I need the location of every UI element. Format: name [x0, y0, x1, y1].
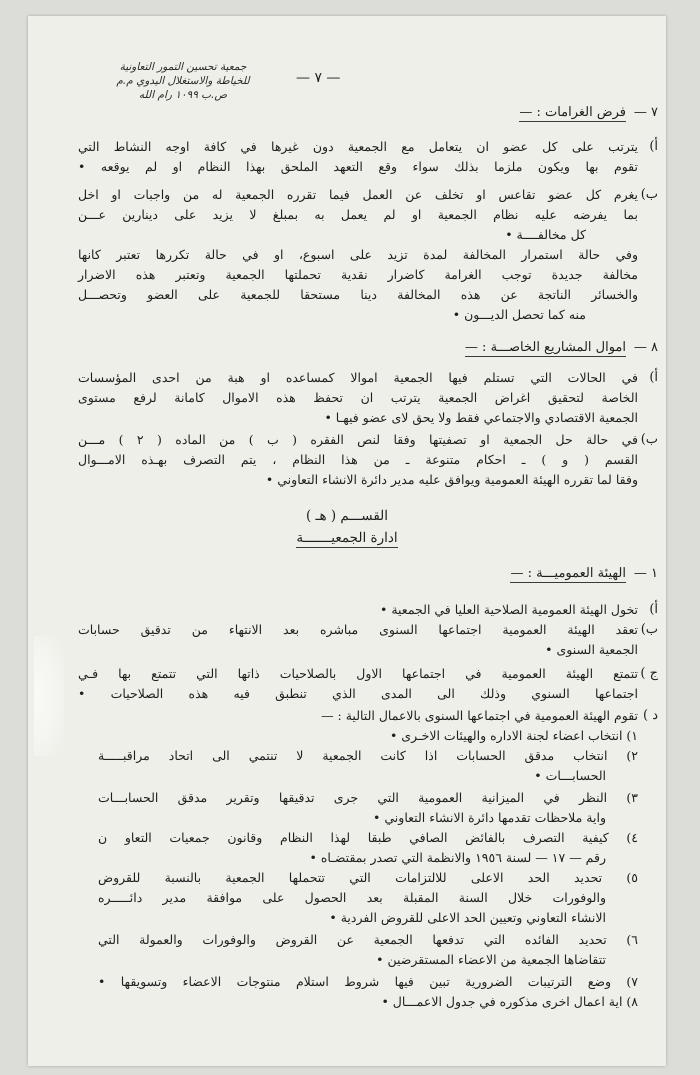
text-line: مخالفة جديدة توجب الغرامة كاضرار نقدية تحملتها الجمعية وتعتبر هذه الاضرار — [78, 267, 638, 282]
list-item: واية ملاحظات تقدمها دائرة الانشاء التعاوني • — [373, 810, 606, 825]
clause-marker: أ) — [649, 602, 658, 617]
stamp-line: للخياطة والاستغلال اليدوي م.م — [116, 75, 250, 87]
list-item: ٦) تحديد الفائده التي تدفعها الجمعية عن القروض والوفورات والعمولة التي — [98, 932, 638, 947]
section-number: ٨ — — [633, 340, 658, 355]
list-item: ٧) وضع الترتيبات الضرورية تبين فيها شروط استلام منتوجات الاعضاء وتسويقها • — [98, 974, 638, 989]
list-item: ٨) اية اعمال اخرى مذكوره في جدول الاعمـــال • — [381, 994, 638, 1009]
text-line: منه كما تحصل الديـــون • — [452, 307, 586, 322]
list-item: ٢) انتخاب مدقق الحسابات اذا كانت الجمعية لا تنتمي الى اتحاد مراقبـــــة — [98, 748, 638, 763]
text-line: في الحالات التي تستلم فيها الجمعية اموالا كمساعده او هبة من احدى المؤسسات — [78, 370, 638, 385]
clause-marker: ج ) — [640, 666, 658, 681]
section-title — [510, 564, 626, 584]
text-line: يترتب على كل عضو ان يتعامل مع الجمعية دون غيرها في كافة اوجه النشاط التي — [78, 139, 638, 154]
section-title-text: اموال المشاريع الخاصـــة : — — [464, 340, 626, 355]
part-subtitle — [28, 528, 666, 548]
text-line: تتمتع الهيئة العمومية في اجتماعها الاول بالصلاحيات ذاتها التي تتمتع بها فـي — [78, 666, 638, 681]
text-line: الخاصة لتحقيق اغراض الجمعية يترتب ان تحفظ هذه الاموال كامانة لرفع مستوى — [78, 390, 638, 405]
text-line: اجتماعها السنوي وذلك الى المدى الذي تنطبق فيه هذه الصلاحيات • — [78, 686, 638, 701]
list-item: الانشاء التعاوني وتعيين الحد الاعلى للقروض الفردية • — [329, 910, 606, 925]
text-line: تعقد الهيئة العمومية اجتماعها السنوى مباشره بعد الانتهاء من تدقيق حسابات — [78, 622, 638, 637]
part-title: القســـم ( هـ ) — [305, 508, 389, 524]
text-line: والخسائر الناتجة عن هذه المخالفة دينا مستحقا للجمعية على العضو وتحصـــل — [78, 287, 638, 302]
text-line: القسم ( و ) ـ احكام متنوعة ـ من هذا النظام ، يتم التصرف بهـذه الامـــوال — [78, 452, 638, 467]
section-title — [465, 338, 626, 358]
text-line: كل مخالفــــة • — [505, 227, 586, 242]
list-item: ٣) النظر في الميزانية العمومية التي جرى تدقيقها وتقرير مدقق الحسابـــات — [98, 790, 638, 805]
clause-marker: أ) — [649, 370, 658, 385]
list-item: الحسابـــات • — [534, 768, 606, 783]
stamp-line: جمعية تحسين التمور التعاونية — [119, 61, 247, 73]
page-number: — ٧ — — [296, 70, 341, 86]
text-line: يغرم كل عضو تقاعس او تخلف عن العمل فيما تقرره الجمعية له من واجبات او اخل — [78, 187, 638, 202]
section-number: ١ — — [633, 566, 658, 581]
clause-marker: ب) — [640, 187, 658, 202]
text-line: الجمعية السنوى • — [545, 642, 638, 657]
document-page — [28, 16, 666, 1066]
section-title-text: فرض الغرامات : — — [519, 105, 626, 120]
text-line: تقوم الهيئة العمومية في اجتماعها السنوى بالاعمال التالية : — — [321, 708, 638, 723]
list-item: ٤) كيفية التصرف بالفائض الصافي طبقا لهذا النظام وقانون جمعيات التعاو ن — [98, 830, 638, 845]
clause-marker: ب) — [640, 622, 658, 637]
text-line: بما يفرضه عليه نظام الجمعية او لم يعمل به بمبلغ لا يزيد على دينارين عـــن — [78, 207, 638, 222]
section-title-text: الهيئة العموميـــة : — — [510, 566, 626, 581]
list-item: ٥) تحديد الحد الاعلى للالتزامات التي تتحملها الجمعية بالنسبة للقروض — [98, 870, 638, 885]
list-item: والوفورات خلال السنة المقبلة بعد الحصول على موافقة مدير دائـــــره — [98, 890, 606, 905]
clause-marker: د ) — [643, 708, 658, 723]
text-line: وفقا لما تقرره الهيئة العمومية ويوافق عليه مدير دائرة الانشاء التعاوني • — [265, 472, 638, 487]
list-item: ١) انتخاب اعضاء لجنة الاداره والهيئات الاخـرى • — [389, 728, 638, 743]
clause-marker: أ) — [649, 139, 658, 154]
section-title — [519, 103, 626, 123]
text-line: في حالة حل الجمعية او تصفيتها وفقا لنص الفقره ( ب ) من الماده ( ٢ ) مـــن — [78, 432, 638, 447]
clause-marker: ب) — [640, 432, 658, 447]
list-item: تتقاضاها الجمعية من الاعضاء المستقرضين • — [376, 952, 606, 967]
text-line: تقوم بها ويكون ملزما بذلك سواء وقع التعهد الملحق بهذا النظام او لم يوقعه • — [78, 159, 638, 174]
list-item: رقم — ١٧ — لسنة ١٩٥٦ والانظمة التي تصدر بمقتضـاه • — [309, 850, 606, 865]
text-line: تخول الهيئة العمومية الصلاحية العليا في الجمعية • — [379, 602, 638, 617]
text-line: الجمعية الاقتصادي والاجتماعي فقط ولا يحق لاى عضو فيهـا • — [324, 410, 638, 425]
part-subtitle-text: ادارة الجمعيـــــــة — [296, 530, 398, 546]
stamp-line: ص.ب ١٠٩٩ رام الله — [138, 89, 228, 101]
paper-stain — [34, 636, 64, 756]
text-line: وفي حالة استمرار المخالفة لمدة تزيد على اسبوع، او في حالة تكررها تعتبر كانها — [78, 247, 638, 262]
organization-stamp — [108, 60, 258, 102]
section-number: ٧ — — [633, 105, 658, 120]
